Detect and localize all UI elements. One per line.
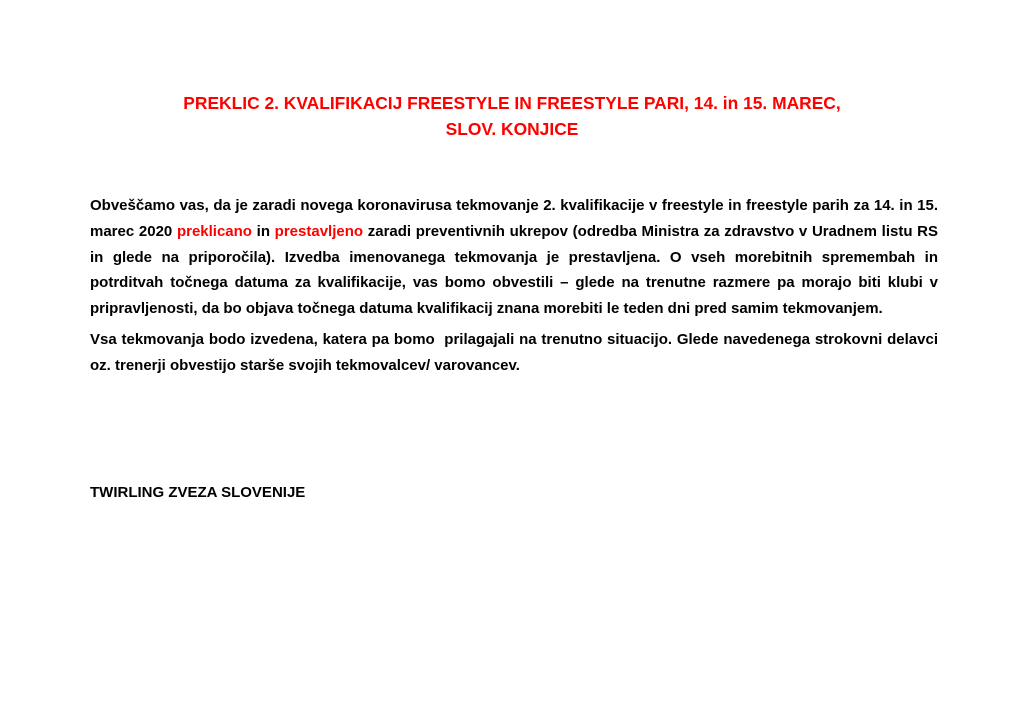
paragraph-text: zaradi preventivnih ukrepov (odredba Ministra za zdravstvo v Uradnem listu RS in glede na priporočila). Izvedba imenovanega tekmovanja je prestavljena. O vseh morebitnih spremembah in potrditvah točnega datuma za kvalifikacije, vas bomo obvestili – glede na trenutne razmere pa morajo biti klubi v pripravljenosti, da bo objava točnega datuma kvalifikacij znana morebiti le teden dni pred samim tekmovanjem. — [90, 222, 939, 318]
highlight-postponed: prestavljeno — [274, 222, 364, 240]
title-line-1: PREKLIC 2. KVALIFIKACIJ FREESTYLE IN FREESTYLE PARI, 14. in 15. MAREC, — [183, 93, 841, 113]
paragraph-competitions: Vsa tekmovanja bodo izvedena, katera pa bomo prilagajali na trenutno situacijo. Glede navedenega strokovni delavci oz. trenerji obvestijo starše svojih tekmovalcev/ varovancev. — [90, 330, 943, 374]
document-body — [90, 193, 943, 379]
paragraph-announcement — [90, 193, 938, 322]
paragraph-text: Obveščamo vas, da je zaradi novega koronavirusa tekmovanje 2. kvalifikacije v freestyle in freestyle parih za 14. in 15. marec 2020 — [90, 197, 938, 240]
title-line-2: SLOV. KONJICE — [445, 119, 579, 139]
document-title — [60, 90, 964, 142]
signature: TWIRLING ZVEZA SLOVENIJE — [90, 484, 306, 501]
paragraph-text: in — [251, 222, 275, 240]
highlight-cancelled: preklicano — [176, 222, 252, 240]
